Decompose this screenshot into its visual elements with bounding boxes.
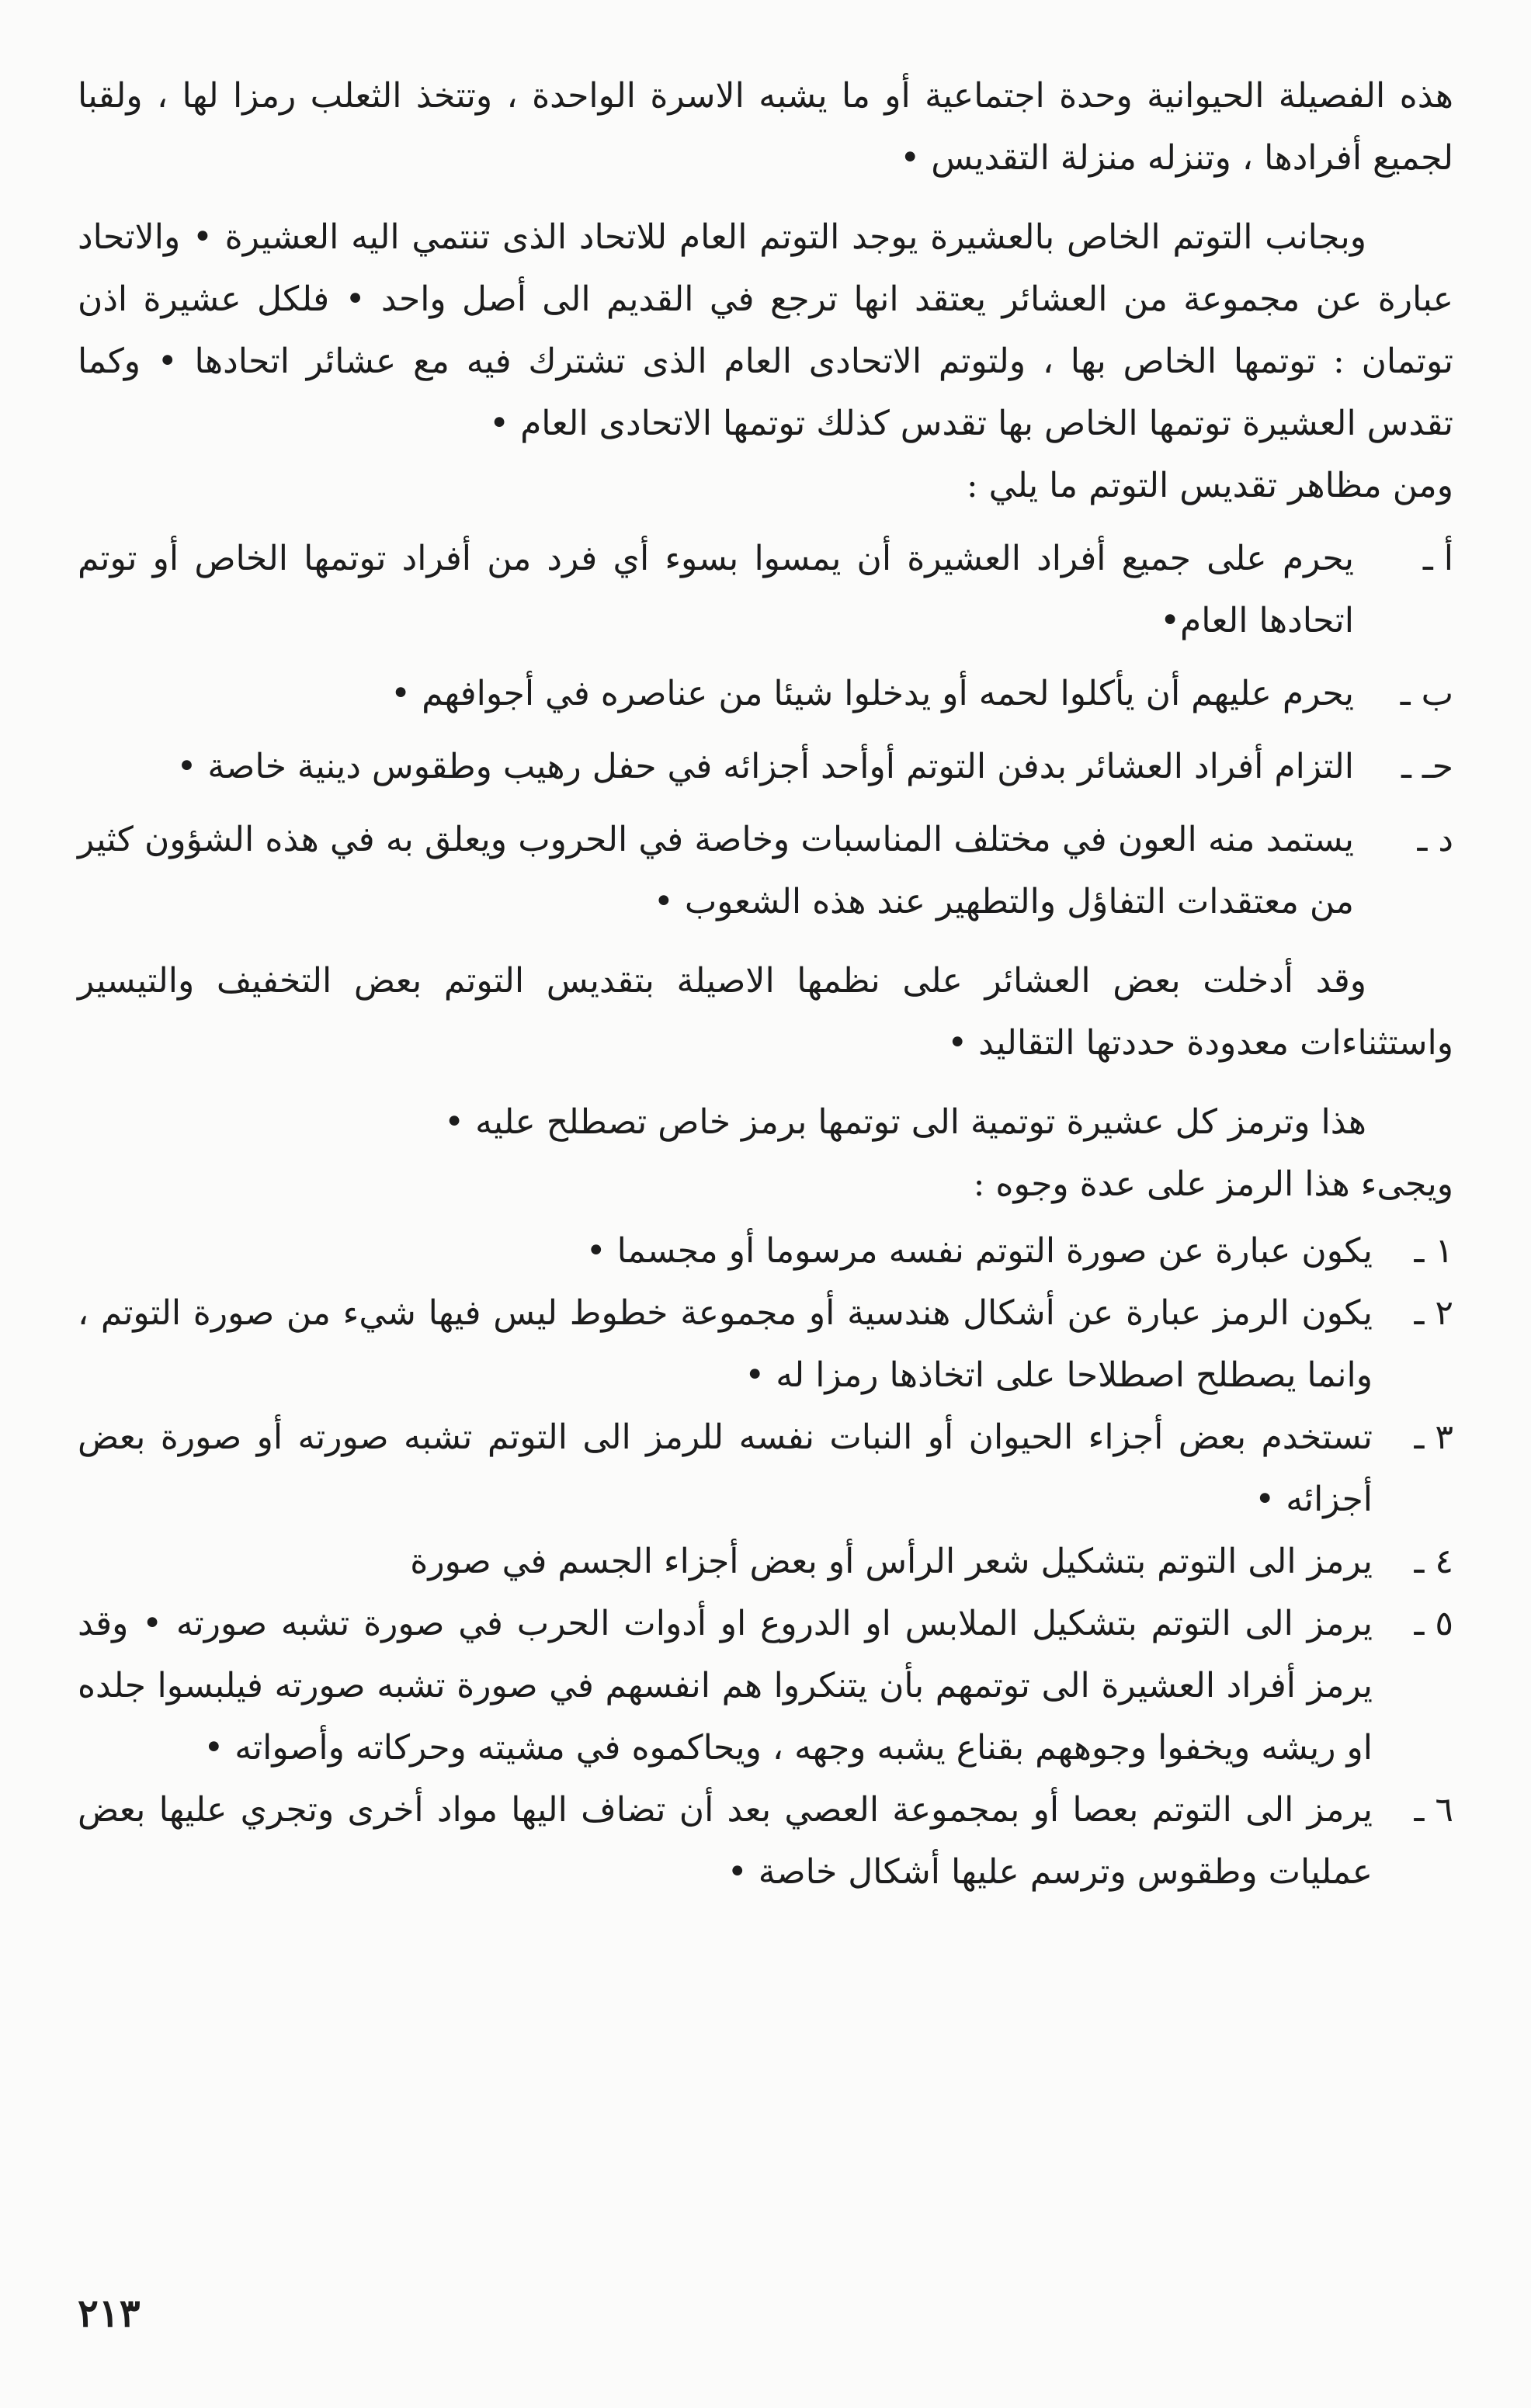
list-item-text: يكون الرمز عبارة عن أشكال هندسية أو مجموعة خطوط ليس فيها شيء من صورة التوتم ، وانما يصطلح اصطلاحا على اتخاذها رمزا له • (78, 1293, 1373, 1395)
list-marker: ١ ـ (1414, 1231, 1453, 1271)
list-item (78, 736, 1453, 798)
list-item-text: يرمز الى التوتم بعصا أو بمجموعة العصي بعد أن تضاف اليها مواد أخرى وتجري عليها بعض عمليات وطقوس وترسم عليها أشكال خاصة • (78, 1790, 1373, 1892)
list-item-text: يستمد منه العون في مختلف المناسبات وخاصة في الحروب ويعلق به في هذه الشؤون كثير من معتقدات التفاؤل والتطهير عند هذه الشعوب • (78, 820, 1354, 921)
opening-paragraph (78, 65, 1453, 189)
list-item (78, 663, 1453, 725)
list-item-text: يرمز الى التوتم بتشكيل شعر الرأس أو بعض أجزاء الجسم في صورة (410, 1542, 1373, 1581)
list-marker: ٢ ـ (1414, 1293, 1453, 1333)
list-item-text: التزام أفراد العشائر بدفن التوتم أوأحد أجزائه في حفل رهيب وطقوس دينية خاصة • (176, 747, 1354, 786)
symbol-paragraph (78, 1091, 1453, 1216)
list-marker: ٤ ـ (1414, 1542, 1453, 1581)
list-item (78, 1779, 1453, 1903)
list-marker: ٥ ـ (1414, 1604, 1453, 1643)
page-content (78, 65, 1453, 1903)
list-item-text: تستخدم بعض أجزاء الحيوان أو النبات نفسه للرمز الى التوتم تشبه صورته أو صورة بعض أجزائه • (78, 1417, 1373, 1519)
paragraph: وبجانب التوتم الخاص بالعشيرة يوجد التوتم العام للاتحاد الذى تنتمي اليه العشيرة • والاتحاد عبارة عن مجموعة من العشائر يعتقد انها ترجع في القديم الى أصل واحد • فلكل عشيرة اذن توتمان : توتمها الخاص بها ، ولتوتم الاتحادى العام الذى تشترك فيه مع عشائر اتحادها • وكما تقدس العشيرة توتمها الخاص بها تقدس كذلك توتمها الاتحادى العام • (78, 217, 1453, 443)
list-item (78, 1407, 1453, 1531)
paragraph: ومن مظاهر تقديس التوتم ما يلي : (966, 466, 1453, 505)
list-marker: حـ ـ (1401, 747, 1453, 786)
list-marker: ب ـ (1400, 674, 1453, 713)
list-marker: ٣ ـ (1414, 1417, 1453, 1457)
list-marker: ٦ ـ (1414, 1790, 1453, 1830)
list-item-text: يرمز الى التوتم بتشكيل الملابس او الدروع او أدوات الحرب في صورة تشبه صورته • وقد يرمز أفراد العشيرة الى توتمهم بأن يتنكروا هم انفسهم في صورة تشبه صورته فيلبسوا جلده او ريشه ويخفوا وجوههم بقناع يشبه وجهه ، ويحاكموه في مشيته وحركاته وأصواته • (78, 1604, 1373, 1768)
list-item (78, 1531, 1453, 1593)
list-item-text: يحرم عليهم أن يأكلوا لحمه أو يدخلوا شيئا من عناصره في أجوافهم • (391, 674, 1354, 713)
paragraph: هذه الفصيلة الحيوانية وحدة اجتماعية أو ما يشبه الاسرة الواحدة ، وتتخذ الثعلب رمزا لها ، ولقبا لجميع أفرادها ، وتنزله منزلة التقديس • (78, 76, 1453, 178)
list-item (78, 528, 1453, 652)
list-item (78, 1220, 1453, 1282)
lettered-list (78, 528, 1453, 933)
list-item (78, 1593, 1453, 1779)
list-marker: د ـ (1417, 820, 1453, 859)
paragraph: وقد أدخلت بعض العشائر على نظمها الاصيلة بتقديس التوتم بعض التخفيف والتيسير واستثناءات معدودة حددتها التقاليد • (78, 961, 1453, 1063)
exceptions-paragraph (78, 950, 1453, 1074)
paragraph: هذا وترمز كل عشيرة توتمية الى توتمها برمز خاص تصطلح عليه • (444, 1102, 1366, 1142)
page-number: ٢١٣ (78, 2290, 141, 2336)
list-item-text: يكون عبارة عن صورة التوتم نفسه مرسوما أو مجسما • (585, 1231, 1373, 1271)
paragraph: ويجىء هذا الرمز على عدة وجوه : (973, 1164, 1453, 1204)
union-totem-paragraph (78, 206, 1453, 455)
numbered-list (78, 1220, 1453, 1903)
list-item-text: يحرم على جميع أفراد العشيرة أن يمسوا بسوء أي فرد من أفراد توتمها الخاص أو توتم اتحادها العام• (78, 539, 1354, 640)
list-item (78, 1282, 1453, 1407)
list-marker: أ ـ (1422, 539, 1453, 578)
veneration-intro (78, 455, 1453, 517)
list-item (78, 809, 1453, 933)
